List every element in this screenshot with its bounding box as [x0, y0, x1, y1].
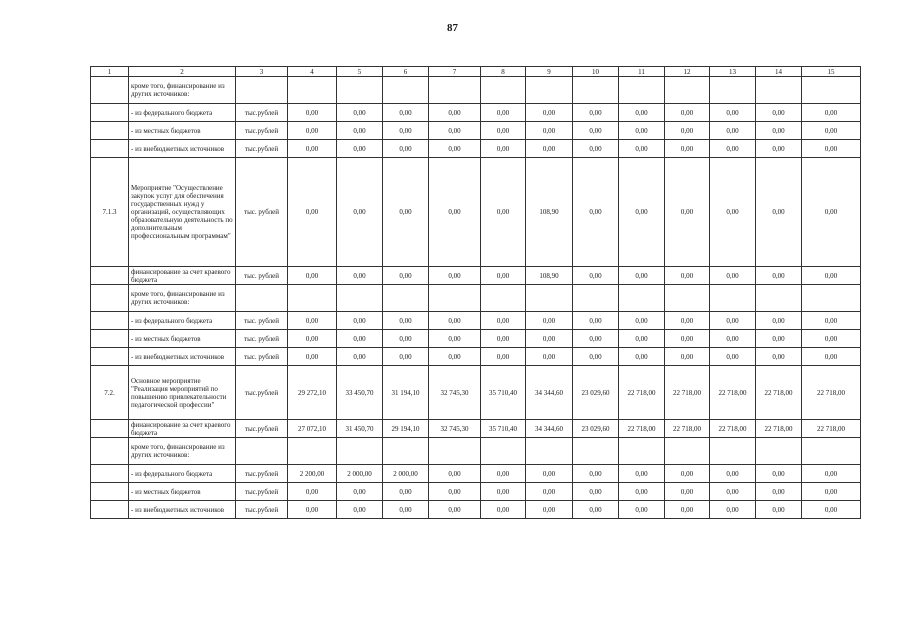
- value-cell: 0,00: [802, 483, 861, 501]
- value-cell: 0,00: [756, 483, 802, 501]
- row-code: [91, 465, 129, 483]
- value-cell: 0,00: [481, 501, 526, 519]
- value-cell: 23 029,60: [573, 366, 619, 420]
- value-cell: 0,00: [481, 348, 526, 366]
- column-header: 5: [337, 67, 383, 77]
- row-code: [91, 312, 129, 330]
- value-cell: 0,00: [619, 483, 665, 501]
- value-cell: 0,00: [573, 140, 619, 158]
- value-cell: 0,00: [337, 312, 383, 330]
- value-cell: 0,00: [288, 158, 337, 267]
- table-row: [91, 330, 861, 348]
- value-cell: 29 194,10: [383, 420, 429, 438]
- row-unit: [236, 77, 288, 104]
- value-cell: 0,00: [526, 122, 573, 140]
- row-description: - из внебюджетных источников: [129, 348, 236, 366]
- column-header: 13: [710, 67, 756, 77]
- value-cell: 0,00: [756, 330, 802, 348]
- value-cell: 0,00: [288, 312, 337, 330]
- row-description: Основное мероприятие "Реализация мероприятий по повышению привлекательности педагогической профессии": [129, 366, 236, 420]
- value-cell: 0,00: [288, 348, 337, 366]
- value-cell: 0,00: [383, 158, 429, 267]
- value-cell: [526, 77, 573, 104]
- row-description: - из внебюджетных источников: [129, 140, 236, 158]
- row-description: - из местных бюджетов: [129, 122, 236, 140]
- row-unit: тыс.рублей: [236, 122, 288, 140]
- value-cell: 0,00: [756, 140, 802, 158]
- value-cell: 0,00: [429, 348, 481, 366]
- value-cell: [429, 438, 481, 465]
- value-cell: 0,00: [619, 158, 665, 267]
- value-cell: 0,00: [429, 158, 481, 267]
- value-cell: 0,00: [665, 122, 710, 140]
- row-unit: [236, 438, 288, 465]
- value-cell: 2 200,00: [288, 465, 337, 483]
- row-unit: тыс. рублей: [236, 158, 288, 267]
- row-description: Мероприятие "Осуществление закупок услуг для обеспечения государственных нужд у организаций, осуществляющих образовательную деятельность по дополнительным профессиональным программам": [129, 158, 236, 267]
- value-cell: 0,00: [573, 501, 619, 519]
- value-cell: 0,00: [710, 330, 756, 348]
- row-description: - из федерального бюджета: [129, 104, 236, 122]
- row-code: [91, 267, 129, 285]
- value-cell: 0,00: [573, 122, 619, 140]
- value-cell: 0,00: [756, 104, 802, 122]
- value-cell: 0,00: [337, 348, 383, 366]
- value-cell: 0,00: [429, 140, 481, 158]
- column-header: 2: [129, 67, 236, 77]
- row-code: [91, 330, 129, 348]
- value-cell: 0,00: [619, 348, 665, 366]
- value-cell: 34 344,60: [526, 420, 573, 438]
- value-cell: 0,00: [665, 348, 710, 366]
- table-row: [91, 420, 861, 438]
- value-cell: 34 344,60: [526, 366, 573, 420]
- row-description: - из местных бюджетов: [129, 330, 236, 348]
- value-cell: [802, 285, 861, 312]
- row-description: финансирование за счет краевого бюджета: [129, 267, 236, 285]
- row-description: кроме того, финансирование из других источников:: [129, 77, 236, 104]
- row-code: 7.1.3: [91, 158, 129, 267]
- page-number: 87: [447, 22, 458, 34]
- value-cell: 0,00: [710, 501, 756, 519]
- value-cell: 0,00: [337, 267, 383, 285]
- value-cell: [383, 285, 429, 312]
- value-cell: 0,00: [710, 104, 756, 122]
- budget-table: [90, 66, 861, 519]
- value-cell: 0,00: [619, 501, 665, 519]
- value-cell: 0,00: [481, 267, 526, 285]
- value-cell: 0,00: [337, 158, 383, 267]
- row-unit: тыс. рублей: [236, 267, 288, 285]
- value-cell: 0,00: [802, 140, 861, 158]
- value-cell: 0,00: [710, 483, 756, 501]
- value-cell: [526, 438, 573, 465]
- value-cell: 0,00: [665, 140, 710, 158]
- value-cell: [337, 77, 383, 104]
- value-cell: 0,00: [710, 140, 756, 158]
- table-row: [91, 104, 861, 122]
- value-cell: 0,00: [802, 312, 861, 330]
- row-unit: тыс. рублей: [236, 312, 288, 330]
- value-cell: 0,00: [526, 140, 573, 158]
- value-cell: 0,00: [526, 465, 573, 483]
- value-cell: 0,00: [288, 501, 337, 519]
- value-cell: [710, 438, 756, 465]
- column-header: 3: [236, 67, 288, 77]
- row-code: [91, 420, 129, 438]
- value-cell: 0,00: [526, 104, 573, 122]
- value-cell: 23 029,60: [573, 420, 619, 438]
- row-description: финансирование за счет краевого бюджета: [129, 420, 236, 438]
- value-cell: 0,00: [802, 104, 861, 122]
- value-cell: 0,00: [429, 312, 481, 330]
- value-cell: 0,00: [802, 158, 861, 267]
- row-description: - из местных бюджетов: [129, 483, 236, 501]
- value-cell: 0,00: [288, 122, 337, 140]
- value-cell: 0,00: [288, 267, 337, 285]
- value-cell: 0,00: [710, 348, 756, 366]
- value-cell: 0,00: [665, 158, 710, 267]
- row-code: [91, 140, 129, 158]
- table-row: [91, 312, 861, 330]
- value-cell: 0,00: [756, 122, 802, 140]
- value-cell: [383, 438, 429, 465]
- value-cell: [288, 285, 337, 312]
- value-cell: 0,00: [665, 330, 710, 348]
- row-unit: тыс.рублей: [236, 104, 288, 122]
- value-cell: 0,00: [429, 122, 481, 140]
- table-row: [91, 501, 861, 519]
- value-cell: [383, 77, 429, 104]
- value-cell: 0,00: [756, 312, 802, 330]
- value-cell: [756, 438, 802, 465]
- value-cell: 0,00: [665, 104, 710, 122]
- column-header: 14: [756, 67, 802, 77]
- value-cell: [481, 438, 526, 465]
- row-description: - из федерального бюджета: [129, 465, 236, 483]
- value-cell: [665, 77, 710, 104]
- table-row: [91, 465, 861, 483]
- value-cell: 0,00: [481, 483, 526, 501]
- table-row: [91, 285, 861, 312]
- column-header: 7: [429, 67, 481, 77]
- value-cell: 0,00: [573, 267, 619, 285]
- table-row: [91, 140, 861, 158]
- value-cell: 22 718,00: [756, 420, 802, 438]
- value-cell: 0,00: [573, 312, 619, 330]
- value-cell: 0,00: [337, 330, 383, 348]
- value-cell: 2 000,00: [383, 465, 429, 483]
- value-cell: 22 718,00: [665, 366, 710, 420]
- table-row: [91, 122, 861, 140]
- value-cell: 0,00: [802, 330, 861, 348]
- value-cell: [665, 438, 710, 465]
- value-cell: 2 000,00: [337, 465, 383, 483]
- value-cell: [710, 285, 756, 312]
- value-cell: [526, 285, 573, 312]
- column-header: 9: [526, 67, 573, 77]
- column-header: 12: [665, 67, 710, 77]
- row-unit: тыс.рублей: [236, 465, 288, 483]
- value-cell: 0,00: [429, 465, 481, 483]
- table-row: [91, 483, 861, 501]
- row-unit: тыс. рублей: [236, 330, 288, 348]
- row-unit: тыс.рублей: [236, 501, 288, 519]
- value-cell: 0,00: [429, 501, 481, 519]
- value-cell: 0,00: [526, 348, 573, 366]
- value-cell: 0,00: [383, 312, 429, 330]
- value-cell: [802, 77, 861, 104]
- row-unit: тыс.рублей: [236, 420, 288, 438]
- table-row: [91, 158, 861, 267]
- row-code: [91, 348, 129, 366]
- column-header: 10: [573, 67, 619, 77]
- value-cell: 0,00: [756, 501, 802, 519]
- value-cell: 0,00: [665, 312, 710, 330]
- row-code: [91, 122, 129, 140]
- value-cell: 108,90: [526, 158, 573, 267]
- value-cell: 0,00: [337, 104, 383, 122]
- value-cell: 0,00: [802, 348, 861, 366]
- value-cell: 0,00: [619, 140, 665, 158]
- value-cell: 108,90: [526, 267, 573, 285]
- value-cell: 0,00: [383, 330, 429, 348]
- value-cell: 0,00: [619, 267, 665, 285]
- column-header: 6: [383, 67, 429, 77]
- value-cell: [481, 285, 526, 312]
- value-cell: 0,00: [573, 348, 619, 366]
- table-row: [91, 77, 861, 104]
- row-code: [91, 77, 129, 104]
- value-cell: 22 718,00: [665, 420, 710, 438]
- row-description: кроме того, финансирование из других источников:: [129, 285, 236, 312]
- value-cell: 0,00: [383, 140, 429, 158]
- value-cell: 0,00: [526, 501, 573, 519]
- value-cell: 0,00: [573, 158, 619, 267]
- value-cell: 0,00: [665, 483, 710, 501]
- column-header: 8: [481, 67, 526, 77]
- value-cell: 0,00: [710, 158, 756, 267]
- value-cell: 0,00: [481, 465, 526, 483]
- value-cell: 22 718,00: [802, 366, 861, 420]
- table-row: [91, 348, 861, 366]
- value-cell: 0,00: [802, 122, 861, 140]
- value-cell: 0,00: [337, 483, 383, 501]
- value-cell: 0,00: [619, 465, 665, 483]
- value-cell: 0,00: [526, 483, 573, 501]
- value-cell: [429, 285, 481, 312]
- value-cell: 22 718,00: [619, 366, 665, 420]
- value-cell: [619, 77, 665, 104]
- value-cell: 0,00: [481, 104, 526, 122]
- value-cell: [288, 77, 337, 104]
- column-header: 11: [619, 67, 665, 77]
- value-cell: 0,00: [665, 465, 710, 483]
- value-cell: 0,00: [802, 267, 861, 285]
- value-cell: 22 718,00: [710, 366, 756, 420]
- value-cell: 0,00: [573, 483, 619, 501]
- value-cell: 33 450,70: [337, 366, 383, 420]
- value-cell: 32 745,30: [429, 420, 481, 438]
- value-cell: 0,00: [481, 158, 526, 267]
- column-header: 4: [288, 67, 337, 77]
- value-cell: [756, 285, 802, 312]
- value-cell: 29 272,10: [288, 366, 337, 420]
- value-cell: [710, 77, 756, 104]
- value-cell: 0,00: [573, 330, 619, 348]
- value-cell: 35 710,40: [481, 366, 526, 420]
- value-cell: 0,00: [573, 465, 619, 483]
- value-cell: 0,00: [756, 267, 802, 285]
- value-cell: [573, 285, 619, 312]
- value-cell: 27 072,10: [288, 420, 337, 438]
- value-cell: 0,00: [383, 348, 429, 366]
- value-cell: 22 718,00: [619, 420, 665, 438]
- value-cell: 0,00: [481, 140, 526, 158]
- table-row: [91, 366, 861, 420]
- value-cell: [288, 438, 337, 465]
- row-code: 7.2.: [91, 366, 129, 420]
- value-cell: 0,00: [481, 122, 526, 140]
- value-cell: 0,00: [710, 465, 756, 483]
- value-cell: 0,00: [383, 267, 429, 285]
- value-cell: 0,00: [288, 104, 337, 122]
- value-cell: 0,00: [756, 465, 802, 483]
- value-cell: 0,00: [383, 483, 429, 501]
- value-cell: 22 718,00: [756, 366, 802, 420]
- row-code: [91, 285, 129, 312]
- value-cell: 0,00: [756, 158, 802, 267]
- value-cell: 0,00: [526, 312, 573, 330]
- value-cell: 0,00: [665, 501, 710, 519]
- value-cell: 0,00: [665, 267, 710, 285]
- value-cell: 0,00: [383, 122, 429, 140]
- value-cell: 0,00: [481, 330, 526, 348]
- value-cell: 22 718,00: [802, 420, 861, 438]
- value-cell: 0,00: [710, 122, 756, 140]
- column-header: 1: [91, 67, 129, 77]
- row-unit: тыс.рублей: [236, 366, 288, 420]
- row-unit: тыс. рублей: [236, 348, 288, 366]
- value-cell: 0,00: [337, 140, 383, 158]
- row-description: - из федерального бюджета: [129, 312, 236, 330]
- row-unit: тыс.рублей: [236, 140, 288, 158]
- table-row: [91, 438, 861, 465]
- value-cell: 0,00: [288, 140, 337, 158]
- value-cell: [573, 438, 619, 465]
- value-cell: 0,00: [383, 501, 429, 519]
- row-code: [91, 438, 129, 465]
- value-cell: 0,00: [288, 483, 337, 501]
- table-header-row: [91, 67, 861, 77]
- value-cell: [337, 285, 383, 312]
- row-code: [91, 483, 129, 501]
- value-cell: [802, 438, 861, 465]
- value-cell: 0,00: [288, 330, 337, 348]
- value-cell: [429, 77, 481, 104]
- value-cell: 0,00: [526, 330, 573, 348]
- table-row: [91, 267, 861, 285]
- value-cell: 35 710,40: [481, 420, 526, 438]
- value-cell: 0,00: [756, 348, 802, 366]
- value-cell: [573, 77, 619, 104]
- value-cell: 31 450,70: [337, 420, 383, 438]
- value-cell: 0,00: [619, 122, 665, 140]
- value-cell: 0,00: [619, 312, 665, 330]
- value-cell: 22 718,00: [710, 420, 756, 438]
- value-cell: [481, 77, 526, 104]
- value-cell: [337, 438, 383, 465]
- row-description: - из внебюджетных источников: [129, 501, 236, 519]
- value-cell: 0,00: [802, 465, 861, 483]
- value-cell: 0,00: [619, 104, 665, 122]
- row-unit: [236, 285, 288, 312]
- value-cell: [619, 438, 665, 465]
- row-code: [91, 104, 129, 122]
- value-cell: 31 194,10: [383, 366, 429, 420]
- value-cell: 0,00: [429, 483, 481, 501]
- value-cell: 0,00: [802, 501, 861, 519]
- value-cell: 0,00: [337, 122, 383, 140]
- value-cell: 0,00: [481, 312, 526, 330]
- row-code: [91, 501, 129, 519]
- value-cell: 0,00: [337, 501, 383, 519]
- value-cell: 0,00: [429, 330, 481, 348]
- row-unit: тыс.рублей: [236, 483, 288, 501]
- column-header: 15: [802, 67, 861, 77]
- value-cell: 0,00: [429, 267, 481, 285]
- value-cell: 32 745,30: [429, 366, 481, 420]
- value-cell: [665, 285, 710, 312]
- row-description: кроме того, финансирование из других источников:: [129, 438, 236, 465]
- value-cell: 0,00: [383, 104, 429, 122]
- value-cell: [756, 77, 802, 104]
- value-cell: 0,00: [573, 104, 619, 122]
- value-cell: 0,00: [619, 330, 665, 348]
- value-cell: [619, 285, 665, 312]
- value-cell: 0,00: [710, 312, 756, 330]
- value-cell: 0,00: [710, 267, 756, 285]
- value-cell: 0,00: [429, 104, 481, 122]
